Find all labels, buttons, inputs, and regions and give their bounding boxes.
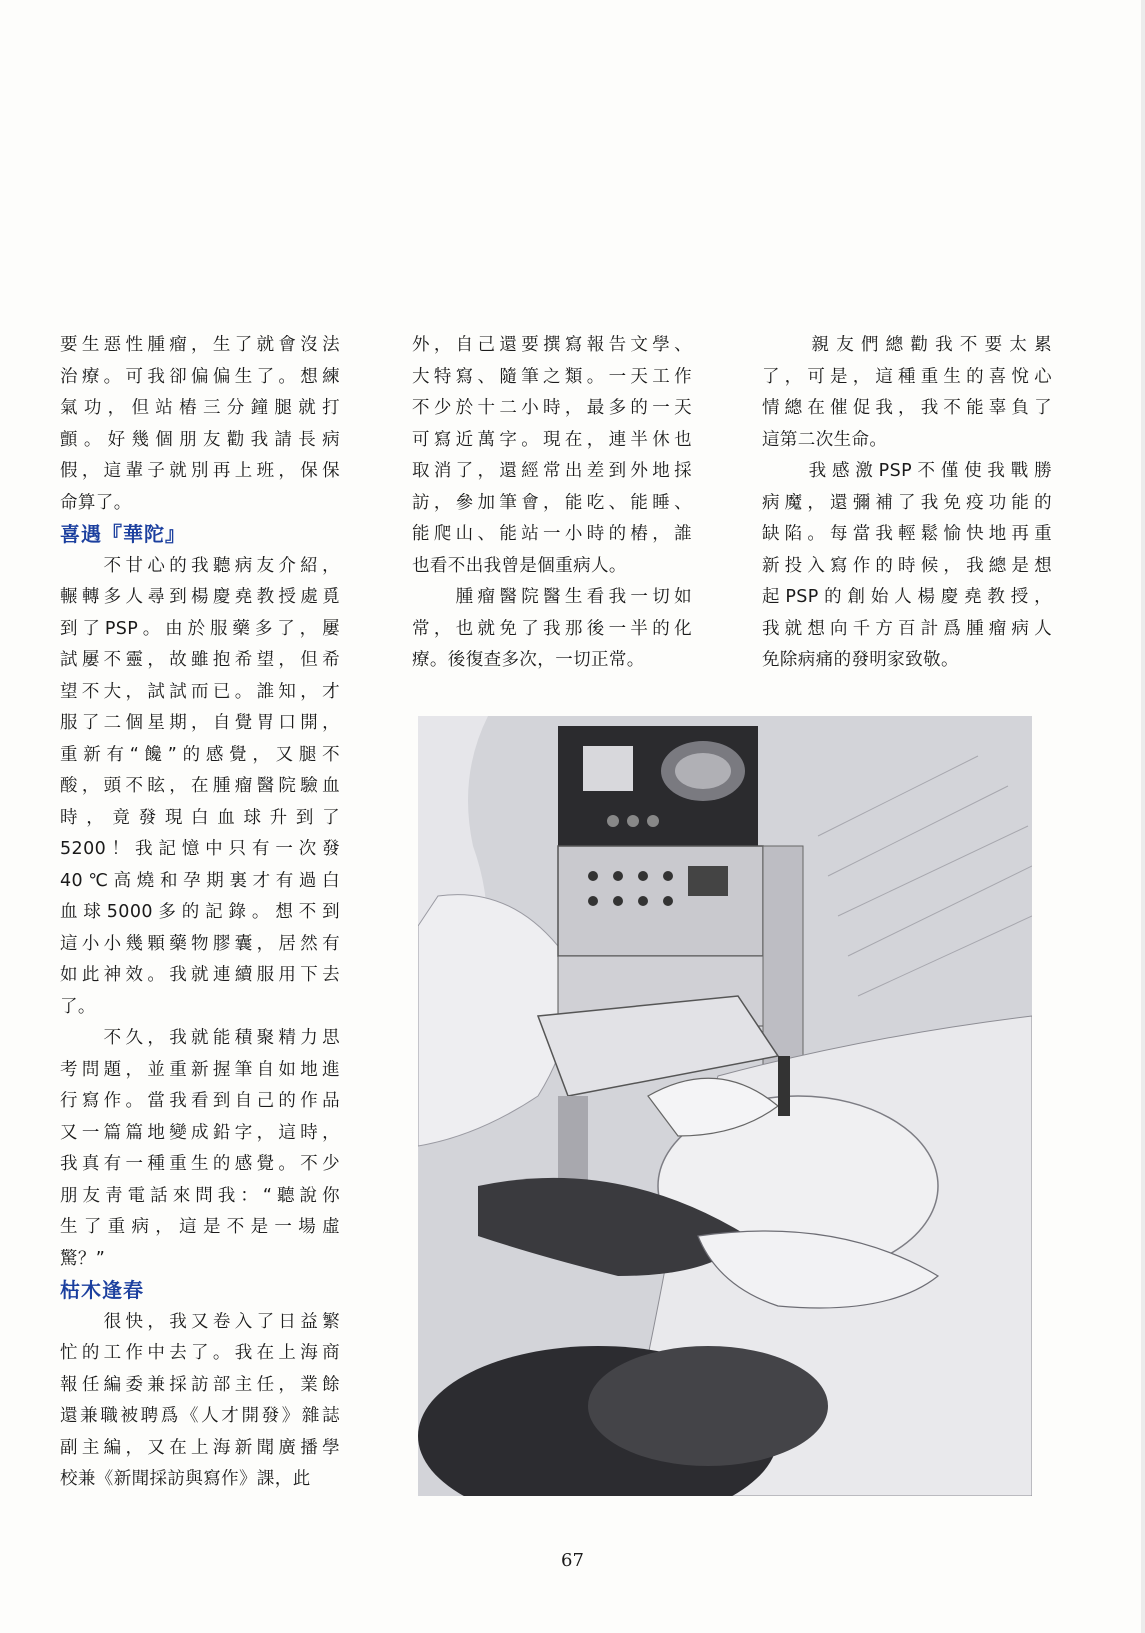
text-line: 輾轉多人尋到楊慶堯教授處覓 bbox=[60, 587, 340, 607]
col1-para4 bbox=[60, 1307, 340, 1496]
text-line: 常，也就免了我那後一半的化 bbox=[412, 618, 692, 639]
text-line: 了。 bbox=[60, 996, 96, 1017]
text-line: 能爬山、能站一小時的樁，誰 bbox=[412, 524, 692, 544]
text-line: 親友們總勸我不要太累 bbox=[762, 335, 1052, 355]
text-line: 起PSP的創始人楊慶堯教授， bbox=[762, 587, 1052, 607]
text-line: 情總在催促我，我不能辜負了 bbox=[762, 398, 1052, 418]
text-line: 還兼職被聘爲《人才開發》雜誌 bbox=[60, 1406, 340, 1426]
text-line: 很快，我又卷入了日益繁 bbox=[60, 1311, 340, 1332]
section-heading-kumu: 枯木逢春 bbox=[60, 1278, 144, 1302]
text-line: 血球5000多的記錄。想不到 bbox=[60, 902, 340, 922]
text-line: 副主編，又在上海新聞廣播學 bbox=[60, 1437, 340, 1458]
text-line: 氣功，但站樁三分鐘腿就打 bbox=[60, 398, 340, 418]
col1-para3 bbox=[60, 1023, 340, 1275]
col3-para2 bbox=[762, 456, 1052, 677]
text-line: 這小小幾顆藥物膠囊，居然有 bbox=[60, 933, 340, 954]
text-line: 免除病痛的發明家致敬。 bbox=[762, 650, 959, 670]
text-line: 不少於十二小時，最多的一天 bbox=[412, 398, 692, 418]
text-line: 不久，我就能積聚精力思 bbox=[60, 1028, 340, 1048]
page-number: 67 bbox=[561, 1550, 584, 1571]
text-line: 到了PSP。由於服藥多了，屢 bbox=[60, 618, 340, 639]
column-1 bbox=[60, 330, 340, 1496]
col1-para2 bbox=[60, 551, 340, 1024]
text-line: 酸，頭不眩，在腫瘤醫院驗血 bbox=[60, 776, 340, 796]
text-line: 驚？” bbox=[60, 1248, 106, 1269]
text-line: 試屢不靈，故雖抱希望，但希 bbox=[60, 650, 340, 670]
text-line: 顫。好幾個朋友勸我請長病 bbox=[60, 429, 340, 450]
text-line: 考問題，並重新握筆自如地進 bbox=[60, 1059, 340, 1080]
text-line: 忙的工作中去了。我在上海商 bbox=[60, 1343, 340, 1363]
text-line: 也看不出我曾是個重病人。 bbox=[412, 555, 627, 576]
text-line: 40℃高燒和孕期裏才有過白 bbox=[60, 870, 340, 891]
col1-para1 bbox=[60, 330, 340, 519]
text-line: 5200！我記憶中只有一次發 bbox=[60, 839, 340, 859]
text-line: 命算了。 bbox=[60, 492, 132, 513]
text-line: 如此神效。我就連續服用下去 bbox=[60, 965, 340, 985]
text-line: 朋友靑電話來問我：“聽說你 bbox=[60, 1185, 340, 1206]
text-line: 又一篇篇地變成鉛字，這時， bbox=[60, 1122, 340, 1143]
text-line: 不甘心的我聽病友介紹， bbox=[60, 555, 340, 576]
page-edge bbox=[1141, 0, 1145, 1633]
text-line: 缺陷。每當我輕鬆愉快地再重 bbox=[762, 524, 1052, 544]
col2-para2 bbox=[412, 582, 692, 677]
text-line: 了，可是，這種重生的喜悅心 bbox=[762, 366, 1052, 387]
text-line: 校兼《新聞採訪與寫作》課，此 bbox=[60, 1469, 311, 1489]
text-line: 治療。可我卻偏偏生了。想練 bbox=[60, 366, 340, 387]
text-line: 要生惡性腫瘤，生了就會沒法 bbox=[60, 335, 340, 355]
section-heading-huatuo: 喜遇『華陀』 bbox=[60, 522, 186, 546]
text-line: 重新有“饞”的感覺，又腿不 bbox=[60, 744, 340, 765]
text-line: 我真有一種重生的感覺。不少 bbox=[60, 1154, 340, 1174]
text-line: 假，這輩子就別再上班，保保 bbox=[60, 461, 340, 481]
text-line: 大特寫、隨筆之類。一天工作 bbox=[412, 366, 692, 387]
text-line: 療。後復查多次，一切正常。 bbox=[412, 650, 645, 670]
text-line: 服了二個星期，自覺胃口開， bbox=[60, 713, 340, 733]
text-line: 取消了，還經常出差到外地採 bbox=[412, 461, 692, 481]
text-line: 外，自己還要撰寫報告文學、 bbox=[412, 335, 692, 355]
text-line: 這第二次生命。 bbox=[762, 429, 888, 450]
text-line: 腫瘤醫院醫生看我一切如 bbox=[412, 587, 692, 607]
text-line: 望不大，試試而已。誰知，才 bbox=[60, 681, 340, 702]
text-line: 行寫作。當我看到自己的作品 bbox=[60, 1091, 340, 1111]
col3-para1 bbox=[762, 330, 1052, 456]
col2-para1 bbox=[412, 330, 692, 582]
text-line: 我感激PSP不僅使我戰勝 bbox=[762, 461, 1052, 481]
text-line: 可寫近萬字。現在，連半休也 bbox=[412, 429, 692, 450]
text-line: 病魔，還彌補了我免疫功能的 bbox=[762, 492, 1052, 513]
text-line: 我就想向千方百計爲腫瘤病人 bbox=[762, 618, 1052, 639]
ultrasound-illustration bbox=[418, 716, 1032, 1496]
text-line: 時，竟發現白血球升到了 bbox=[60, 807, 340, 828]
column-2 bbox=[412, 330, 692, 677]
column-3 bbox=[762, 330, 1052, 677]
text-line: 訪，參加筆會，能吃、能睡、 bbox=[412, 492, 692, 513]
text-line: 新投入寫作的時候，我總是想 bbox=[762, 555, 1052, 576]
text-line: 報任編委兼採訪部主任，業餘 bbox=[60, 1374, 340, 1395]
text-line: 生了重病，這是不是一場虛 bbox=[60, 1217, 340, 1237]
